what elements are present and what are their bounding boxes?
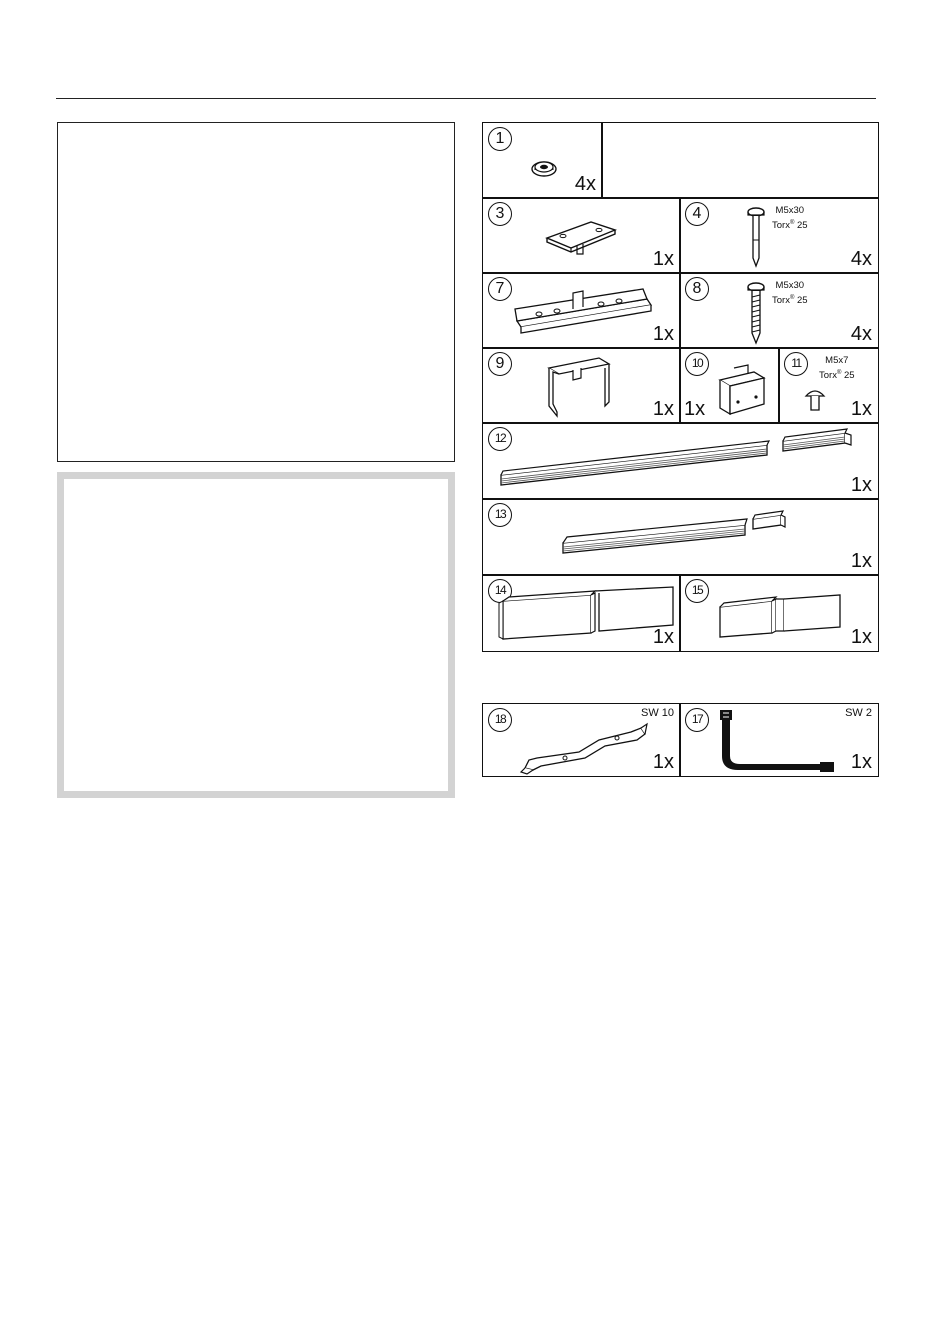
- part-number-badge: 4: [685, 202, 709, 226]
- note-box-grey: [57, 472, 455, 798]
- part-quantity: 1x: [652, 398, 674, 420]
- part-cell-7: [482, 272, 681, 349]
- part-number-badge: 13: [488, 503, 512, 527]
- tool-quantity: 1x: [850, 751, 872, 773]
- part-number-badge: 3: [488, 202, 512, 226]
- screw-spec-label: M5x30 Torx® 25: [772, 280, 808, 307]
- part-cell-3: [482, 197, 681, 274]
- part-number-badge: 7: [488, 277, 512, 301]
- part-cell-15: [679, 574, 879, 652]
- connector-block-drawing: [714, 364, 770, 416]
- header-rule: [56, 98, 876, 99]
- key-size-label: SW 2: [845, 707, 872, 719]
- part-quantity: 1x: [652, 323, 674, 345]
- clamp-bracket-drawing: [543, 354, 615, 420]
- part-number-badge: 12: [488, 427, 512, 451]
- parts-grid: [482, 122, 879, 652]
- part-cell-14: [482, 574, 681, 652]
- bracket-plate-drawing: [541, 216, 621, 256]
- screw-spec-label: M5x7 Torx® 25: [819, 355, 855, 382]
- part-quantity: 1x: [684, 398, 706, 420]
- part-cell-11: [778, 347, 879, 424]
- tool-cell-18: [482, 703, 681, 777]
- part-quantity: 1x: [652, 626, 674, 648]
- tools-row: [482, 703, 879, 777]
- part-quantity: 4x: [850, 323, 872, 345]
- part-number-badge: 8: [685, 277, 709, 301]
- part-quantity: 4x: [574, 173, 596, 195]
- torx-key-drawing: [710, 708, 840, 774]
- screw-short-drawing: [744, 204, 768, 270]
- part-quantity: 1x: [850, 398, 872, 420]
- part-number-badge: 11: [784, 352, 808, 376]
- long-rail-drawing: [497, 427, 877, 487]
- part-cell-1: [482, 122, 603, 199]
- tool-quantity: 1x: [652, 751, 674, 773]
- part-cell-10: [679, 347, 780, 424]
- part-number-badge: 9: [488, 352, 512, 376]
- part-cell-8: [679, 272, 879, 349]
- part-number-badge: 1: [488, 127, 512, 151]
- part-number-badge: 10: [685, 352, 709, 376]
- tool-cell-17: [679, 703, 879, 777]
- nut-drawing: [529, 157, 559, 179]
- cover-strip-short-drawing: [714, 589, 848, 639]
- part-cell-13: [482, 498, 879, 576]
- mounting-rail-drawing: [511, 287, 657, 337]
- part-quantity: 1x: [850, 550, 872, 572]
- part-quantity: 1x: [850, 474, 872, 496]
- wrench-size-label: SW 10: [640, 707, 674, 719]
- screw-long-drawing: [744, 279, 768, 345]
- part-quantity: 1x: [850, 626, 872, 648]
- tool-number-badge: 18: [488, 708, 512, 732]
- short-rail-drawing: [559, 507, 789, 557]
- part-quantity: 4x: [850, 248, 872, 270]
- part-cell-blank: [601, 122, 879, 199]
- tool-number-badge: 17: [685, 708, 709, 732]
- part-cell-12: [482, 422, 879, 500]
- screw-mini-drawing: [803, 386, 827, 416]
- part-number-badge: 15: [685, 579, 709, 603]
- screw-spec-label: M5x30 Torx® 25: [772, 205, 808, 232]
- part-number-badge: 14: [488, 579, 512, 603]
- part-cell-9: [482, 347, 681, 424]
- part-cell-4: [679, 197, 879, 274]
- text-box-empty: [57, 122, 455, 462]
- part-quantity: 1x: [652, 248, 674, 270]
- wrench-drawing: [519, 722, 649, 776]
